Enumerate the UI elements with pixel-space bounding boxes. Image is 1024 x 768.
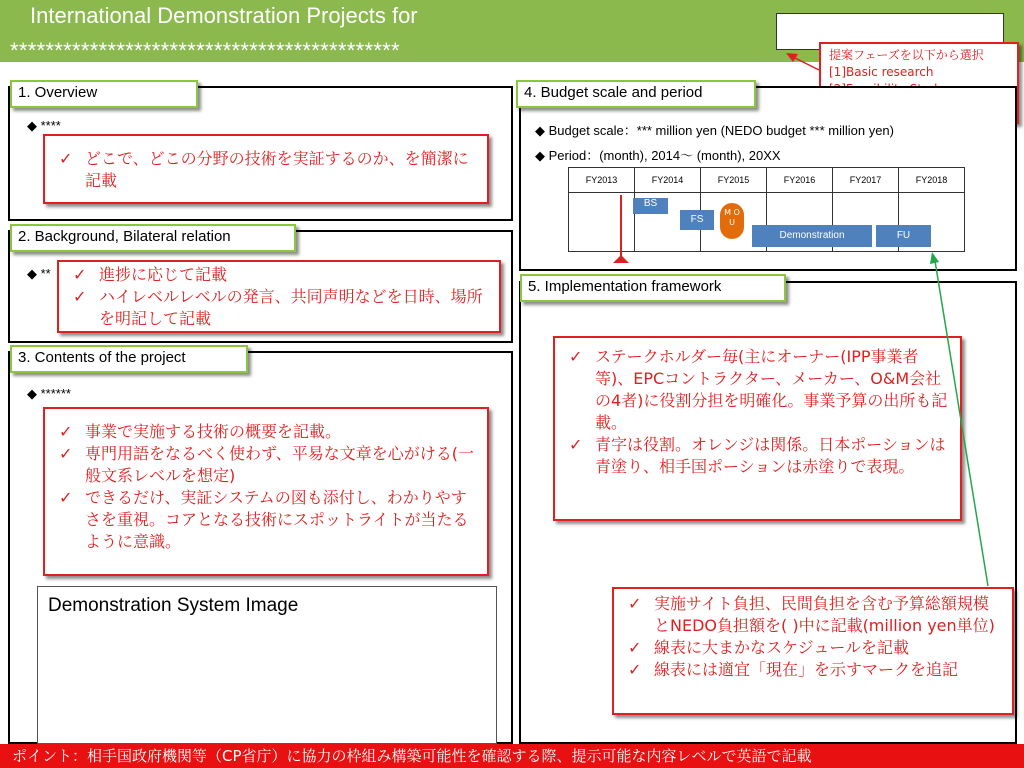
check-icon: ✓ — [569, 435, 583, 454]
framework-heading: 5. Implementation framework — [520, 274, 786, 302]
overview-heading: 1. Overview — [10, 80, 198, 108]
phase-arrow-head — [786, 53, 798, 62]
check-icon: ✓ — [59, 422, 73, 441]
year-header: FY2013 — [569, 168, 635, 193]
check-icon: ✓ — [59, 488, 73, 507]
demonstration-bar: Demonstration — [752, 225, 872, 247]
fu-bar: FU — [876, 225, 931, 247]
mou-marker: M O U — [720, 203, 744, 239]
budget-note-arrow-head — [930, 252, 939, 264]
check-icon: ✓ — [59, 444, 73, 463]
year-header: FY2018 — [899, 168, 965, 193]
note-item: ✓ 専門用語をなるべく使わず、平易な文章を心がける(一般文系レベルを想定) — [59, 444, 474, 485]
note-item: ✓ ステークホルダー毎(主にオーナー(IPP事業者等)、EPCコントラクター、メーカー、O&M会社の4者)に役割分担を明確化。事業予算の出所も記載。 — [569, 347, 948, 432]
check-icon: ✓ — [73, 287, 87, 306]
current-marker-triangle — [613, 255, 629, 263]
footer-point-bar: ポイント：相手国政府機関等（CP省庁）に協力の枠組み構築可能性を確認する際、提示可能な内容レベルで英語で記載 — [0, 744, 1024, 768]
year-header: FY2015 — [701, 168, 767, 193]
page-title: International Demonstration Projects for — [30, 3, 418, 28]
budget-period: ◆ Period：(month), 2014〜 (month), 20XX — [535, 148, 781, 163]
note-item: ✓ ハイレベルレベルの発言、共同声明などを日時、場所を明記して記載 — [73, 287, 483, 328]
background-heading: 2. Background, Bilateral relation — [10, 224, 296, 252]
year-header: FY2016 — [767, 168, 833, 193]
year-header: FY2017 — [833, 168, 899, 193]
check-icon: ✓ — [73, 265, 87, 284]
contents-heading: 3. Contents of the project — [10, 345, 248, 373]
check-icon: ✓ — [59, 149, 73, 168]
note-item: ✓ 事業で実施する技術の概要を記載。 — [59, 422, 342, 441]
bs-bar: BS — [633, 198, 668, 214]
check-icon: ✓ — [628, 660, 642, 679]
note-item: ✓ 実施サイト負担、民間負担を含む予算総額規模とNEDO負担額を( )中に記載(million yen単位) — [628, 594, 995, 635]
budget-note-arrow-line — [935, 261, 988, 586]
note-item: ✓ どこで、どこの分野の技術を実証するのか、を簡潔に記載 — [59, 149, 469, 190]
budget-scale: ◆ Budget scale：*** million yen (NEDO budget *** million yen) — [535, 123, 894, 138]
proposal-note-line: [1]Basic research — [829, 65, 934, 79]
budget-heading: 4. Budget scale and period — [516, 80, 756, 108]
page-title-placeholder: ******************************************** — [10, 38, 400, 63]
check-icon: ✓ — [569, 347, 583, 366]
note-item: ✓ できるだけ、実証システムの図も添付し、わかりやすさを重視。コアとなる技術にスポットライトが当たるように意識。 — [59, 488, 469, 551]
fs-bar: FS — [680, 210, 714, 230]
overview-bullet: ◆ **** — [27, 118, 61, 133]
note-item: ✓ 進捗に応じて記載 — [73, 265, 228, 284]
check-icon: ✓ — [628, 638, 642, 657]
year-header: FY2014 — [635, 168, 701, 193]
image-label: Demonstration System Image — [48, 595, 299, 616]
proposal-note-line: 提案フェーズを以下から選択 — [829, 48, 984, 62]
note-item: ✓ 青字は役割。オレンジは関係。日本ポーションは青塗り、相手国ポーションは赤塗りで表現。 — [569, 435, 946, 476]
note-item: ✓ 線表には適宜「現在」を示すマークを追記 — [628, 660, 959, 679]
phase-arrow-line — [795, 58, 819, 70]
background-bullet: ◆ ** — [27, 266, 51, 281]
check-icon: ✓ — [628, 594, 642, 613]
note-item: ✓ 線表に大まかなスケジュールを記載 — [628, 638, 910, 657]
contents-bullet: ◆ ****** — [27, 386, 71, 401]
